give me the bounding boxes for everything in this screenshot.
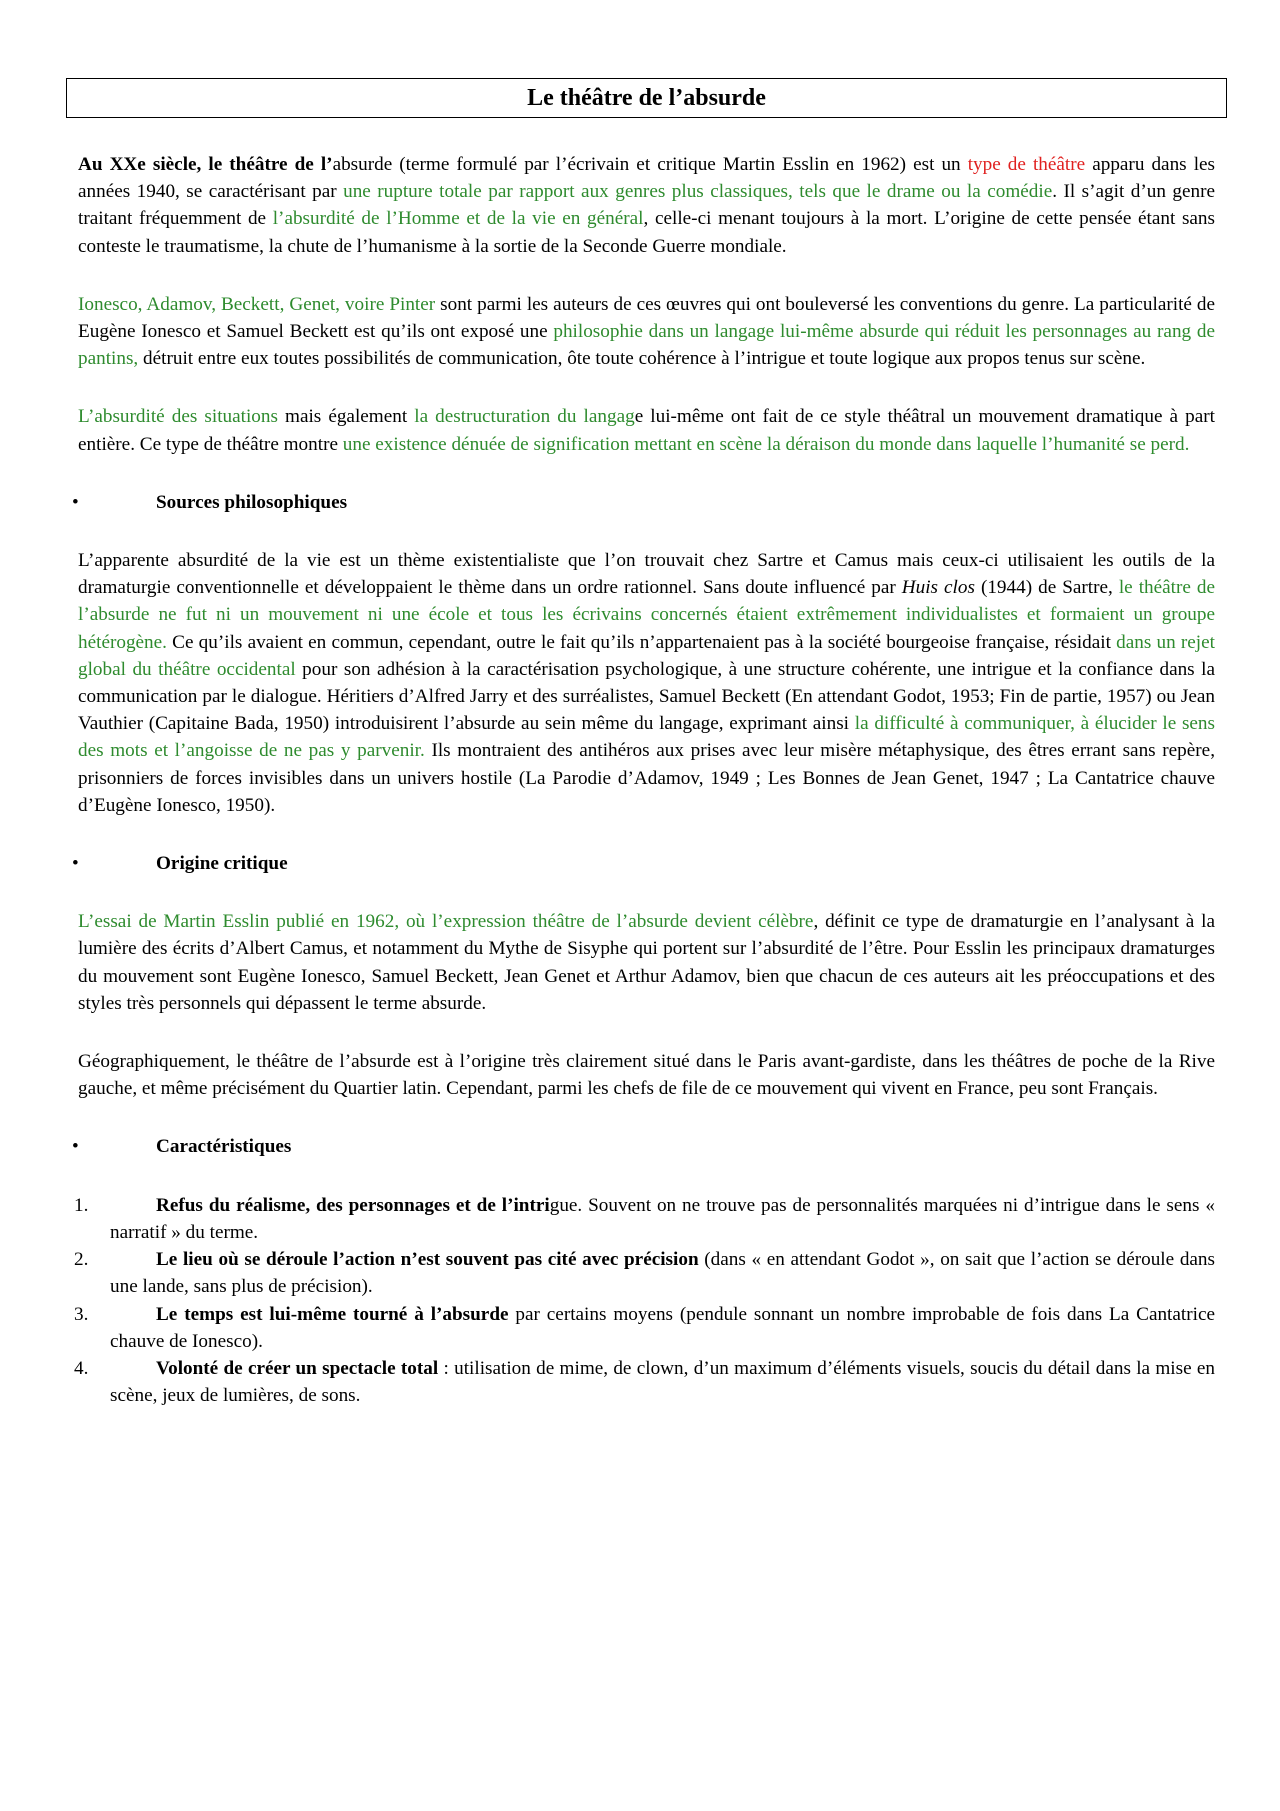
document-page [72,78,1216,1409]
text-span: L’apparente absurdité de la vie est un thème existentialiste que l’on trouvait chez Sartre et Camus mais ceux-ci utilisaient les outils de la dramaturgie conventionnelle et développaient le thème dans un ordre rationnel. Sans doute influencé par [78,550,1215,599]
list-item [74,1301,1215,1355]
list-item-text: par certains moyens (pendule sonnant un nombre improbable de fois dans La Cantatrice chauve de Ionesco). [110,1303,1215,1352]
highlight-green: l’absurdité de l’Homme et de la vie en général [272,208,644,230]
text-span: Ils montraient des antihéros aux prises avec leur misère métaphysique, des êtres errant sans repère, prisonniers de forces invisibles dans un univers hostile (La Parodie d’Adamov, 1949 ; Les Bonnes de Jean Genet, 1947 ; La Cantatrice chauve d’Eugène Ionesco, 1950). [78,740,1215,816]
highlight-green: le théâtre de l’absurde ne fut ni un mouvement ni une école et tous les écrivains concernés étaient extrêmement individualistes et formaient un groupe hétérogène. [78,577,1216,653]
text-span: apparu dans les années 1940, se caractérisant par [78,154,1216,203]
highlight-green: la difficulté à communiquer, à élucider le sens des mots et l’angoisse de ne pas y parvenir. [78,713,1215,762]
text-span: , définit ce type de dramaturgie en l’analysant à la lumière des écrits d’Albert Camus, et notamment du Mythe de Sisyphe qui portent sur l’absurdité de l’être. Pour Esslin les principaux dramaturges du mouvement sont Eugène Ionesco, Samuel Beckett, Jean Genet et Arthur Adamov, bien que chacun de ces auteurs ait les préoccupations et des styles très personnels qui dépassent le terme absurde. [78,911,1215,1014]
intro-paragraph-2 [78,291,1215,373]
text-span: (1944) de Sartre, [974,577,1119,599]
text-span: pour son adhésion à la caractérisation psychologique, à une structure cohérente, une intrigue et la confiance dans la communication par le dialogue. Héritiers d’Alfred Jarry et des surréalistes, Samuel Beckett (En attendant Godot, 1953; Fin de partie, 1957) ou Jean Vauthier (Capitaine Bada, 1950) introduisirent l’absurde au sein même du langage, exprimant ainsi [78,658,1215,735]
list-item [74,1192,1215,1246]
list-item-number: 1. [74,1194,89,1216]
list-item-bold: Volonté de créer un spectacle total [156,1357,439,1379]
origine-paragraph-1 [78,908,1215,1017]
text-span: Au XXe siècle, le théâtre de l’ [78,154,333,175]
text-span: absurde (terme formulé par l’écrivain et critique Martin Esslin en 1962) est un [332,154,968,175]
text-span: Ce qu’ils avaient en commun, cependant, outre le fait qu’ils n’appartenaient pas à la société bourgeoise française, résidait [166,631,1117,653]
text-span: . Il s’agit d’un genre traitant fréquemment de [78,181,1215,230]
list-item-number: 3. [74,1303,89,1325]
highlight-green: Ionesco, Adamov, Beckett, Genet, voire Pinter [78,293,436,315]
highlight-green: une existence dénuée de signification mettant en scène la déraison du monde dans laquelle l’humanité se perd. [342,433,1190,455]
section-heading-origine [72,850,1215,877]
list-item-text: : utilisation de mime, de clown, d’un maximum d’éléments visuels, soucis du détail dans la mise en scène, jeux de lumières, de sons. [110,1357,1215,1407]
section-heading-label: Sources philosophiques [156,491,348,513]
sources-paragraph [78,547,1215,819]
highlight-red: type de théâtre [967,154,1086,175]
text-span: , celle-ci menant toujours à la mort. L’origine de cette pensée étant sans conteste le traumatisme, la chute de l’humanisme à la sortie de la Seconde Guerre mondiale. [78,208,1215,257]
highlight-green: L’absurdité des situations [78,406,278,428]
text-span: Géographiquement, le théâtre de l’absurde est à l’origine très clairement situé dans le Paris avant-gardiste, dans les théâtres de poche de la Rive gauche, et même précisément du Quartier latin. Cependant, parmi les chefs de file de ce mouvement qui vivent en France, peu sont Français. [78,1051,1215,1100]
list-item-text: (dans « en attendant Godot », on sait que l’action se déroule dans une lande, sans plus de précision). [110,1249,1215,1298]
list-item [74,1246,1215,1300]
text-span: e lui-même ont fait de ce style théâtral un mouvement dramatique à part entière. Ce type de théâtre montre [78,406,1215,455]
highlight-green: L’essai de Martin Esslin publié en 1962, où l’expression théâtre de l’absurde devient célèbre [78,911,814,933]
page-title: Le théâtre de l’absurde [66,78,1227,118]
section-heading-label: Caractéristiques [156,1136,292,1158]
section-heading-sources [72,489,1215,516]
section-heading-caracteristiques [72,1133,1215,1160]
text-span: sont parmi les auteurs de ces œuvres qui ont bouleversé les conventions du genre. La particularité de Eugène Ionesco et Samuel Beckett est qu’ils ont exposé une [78,293,1215,343]
list-item-number: 2. [74,1249,89,1271]
highlight-green: dans un rejet global du théâtre occidental [78,631,1215,680]
bullet-icon: • [72,853,79,875]
origine-paragraph-2 [78,1048,1215,1102]
list-item-text: gue. Souvent on ne trouve pas de personnalités marquées ni d’intrigue dans le sens « narratif » du terme. [110,1194,1215,1243]
list-item-number: 4. [74,1357,89,1379]
bullet-icon: • [72,1136,79,1158]
list-item-bold: Le lieu où se déroule l’action n’est souvent pas cité avec précision [156,1249,699,1271]
intro-paragraph-1 [78,151,1215,260]
section-heading-label: Origine critique [156,853,288,875]
list-item [74,1355,1215,1409]
text-span: détruit entre eux toutes possibilités de communication, ôte toute cohérence à l’intrigue et toute logique aux propos tenus sur scène. [138,348,1146,370]
highlight-green: philosophie dans un langage lui-même absurde qui réduit les personnages au rang de pantins, [78,321,1216,370]
text-span: mais également [277,406,415,428]
characteristics-list [74,1192,1215,1410]
document-body [72,151,1216,1409]
highlight-green: la destructuration du langag [414,406,635,428]
list-item-bold: Le temps est lui-même tourné à l’absurde [156,1303,509,1325]
intro-paragraph-3 [78,403,1215,457]
highlight-green: une rupture totale par rapport aux genres plus classiques, tels que le drame ou la comédie [343,181,1053,203]
italic-title: Huis clos [901,577,975,599]
bullet-icon: • [72,491,79,513]
list-item-bold: Refus du réalisme, des personnages et de l’intri [156,1194,550,1216]
